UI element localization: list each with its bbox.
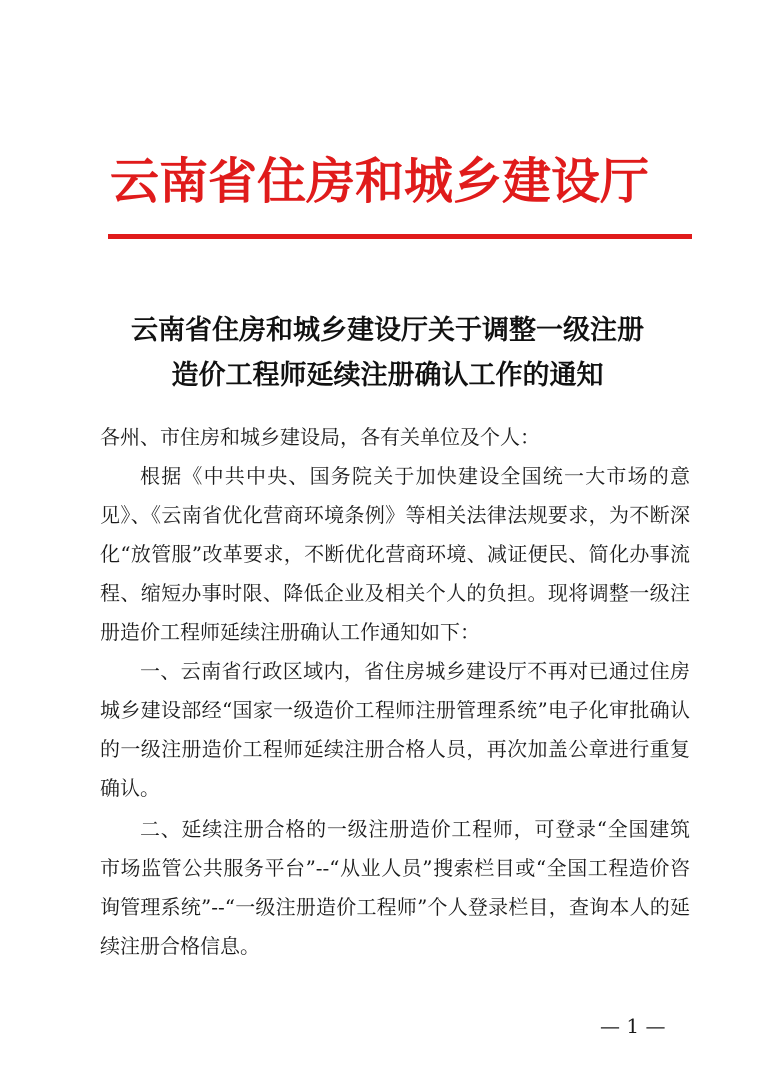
red-separator-line bbox=[108, 234, 692, 239]
salutation: 各州、市住房和城乡建设局，各有关单位及个人： bbox=[100, 425, 540, 449]
document-title bbox=[100, 308, 675, 398]
page-number: — 1 — bbox=[600, 1014, 666, 1038]
issuing-authority-header: 云南省住房和城乡建设厅 bbox=[110, 153, 650, 210]
document-title-line-2: 造价工程师延续注册确认工作的通知 bbox=[171, 360, 604, 391]
body-paragraph-3: 二、延续注册合格的一级注册造价工程师，可登录“全国建筑市场监管公共服务平台”--“从业人员”搜索栏目或“全国工程造价咨询管理系统”--“一级注册造价工程师”个人登录栏目，查询本人的延续注册合格信息。 bbox=[100, 817, 690, 958]
body-paragraph-1: 根据《中共中央、国务院关于加快建设全国统一大市场的意见》、《云南省优化营商环境条例》等相关法律法规要求，为不断深化“放管服”改革要求，不断优化营商环境、减证便民、简化办事流程、缩短办事时限、降低企业及相关个人的负担。现将调整一级注册造价工程师延续注册确认工作通知如下： bbox=[100, 464, 690, 644]
body-paragraph-2: 一、云南省行政区域内，省住房城乡建设厅不再对已通过住房城乡建设部经“国家一级造价工程师注册管理系统”电子化审批确认的一级注册造价工程师延续注册合格人员，再次加盖公章进行重复确认。 bbox=[100, 659, 690, 800]
document-body bbox=[100, 418, 690, 966]
document-title-line-1: 云南省住房和城乡建设厅关于调整一级注册 bbox=[131, 315, 644, 346]
